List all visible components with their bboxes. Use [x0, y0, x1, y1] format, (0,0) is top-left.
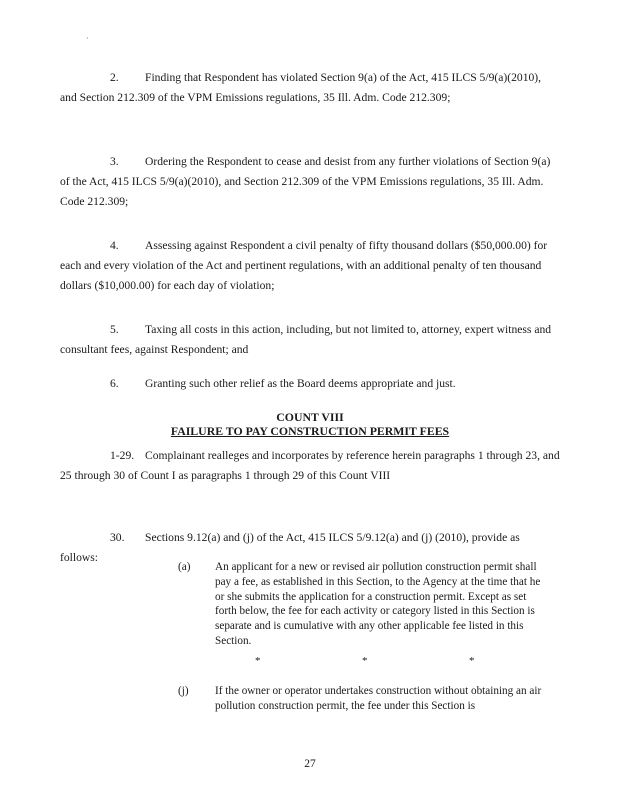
count-subtitle: FAILURE TO PAY CONSTRUCTION PERMIT FEES [170, 424, 450, 438]
quote-text: An applicant for a new or revised air pollution construction permit shall pay a fee, as established in this Section, to the Agency at the time that he or she submits the application for a construction permit. Except as set forth below, the fee for each activity or category listed in this Section is separate and is cumulative with any other applicable fee listed in this Section. [215, 561, 541, 647]
paragraph-number: 5. [110, 323, 119, 336]
quote-label: (j) [178, 685, 189, 697]
count-heading [60, 410, 560, 438]
paragraph-text: Sections 9.12(a) and (j) of the Act, 415 ILCS 5/9.12(a) and (j) (2010), provide as follows: [60, 531, 520, 564]
quote-label: (a) [178, 561, 191, 573]
ellipsis-star: * [255, 655, 261, 667]
paragraph-text: Ordering the Respondent to cease and desist from any further violations of Section 9(a) of the Act, 415 ILCS 5/9(a)(2010), and Section 212.309 of the VPM Emissions regulations, 35 Ill. Adm. Code 212.309; [60, 155, 551, 208]
paragraph-text: Complainant realleges and incorporates by reference herein paragraphs 1 through 23, and 25 through 30 of Count I as paragraphs 1 through 29 of this Count VIII [60, 449, 560, 482]
paragraph-2 [60, 68, 560, 108]
ellipsis-star: * [469, 655, 475, 667]
paragraph-number: 2. [110, 71, 119, 84]
paragraph-text: Taxing all costs in this action, including, but not limited to, attorney, expert witness and consultant fees, against Respondent; and [60, 323, 552, 356]
paragraph-text: Finding that Respondent has violated Section 9(a) of the Act, 415 ILCS 5/9(a)(2010), and Section 212.309 of the VPM Emissions regulations, 35 Ill. Adm. Code 212.309; [60, 71, 542, 104]
count-paragraph-1-29 [60, 446, 560, 486]
paragraph-5 [60, 320, 560, 360]
paragraph-3 [60, 152, 560, 212]
paragraph-number: 4. [110, 239, 119, 252]
paragraph-4 [60, 236, 560, 296]
paragraph-number: 1-29. [110, 449, 135, 462]
paragraph-number: 3. [110, 155, 119, 168]
statute-quote-a [178, 560, 548, 649]
page-number: 27 [304, 758, 316, 770]
statute-quote-j [178, 684, 548, 714]
paragraph-text: Assessing against Respondent a civil penalty of fifty thousand dollars ($50,000.00) for each and every violation of the Act and pertinent regulations, with an additional penalty of ten thousand dollars ($10,000.00) for each day of violation; [60, 239, 548, 292]
ellipsis-star: * [362, 655, 368, 667]
count-title: COUNT VIII [276, 410, 344, 424]
paragraph-number: 6. [110, 377, 119, 390]
quote-text: If the owner or operator undertakes construction without obtaining an air pollution construction permit, the fee under this Section is [215, 685, 542, 712]
paragraph-6 [60, 374, 560, 394]
paragraph-text: Granting such other relief as the Board deems appropriate and just. [145, 377, 456, 390]
paragraph-number: 30. [110, 531, 125, 544]
corner-mark: · [86, 34, 89, 43]
